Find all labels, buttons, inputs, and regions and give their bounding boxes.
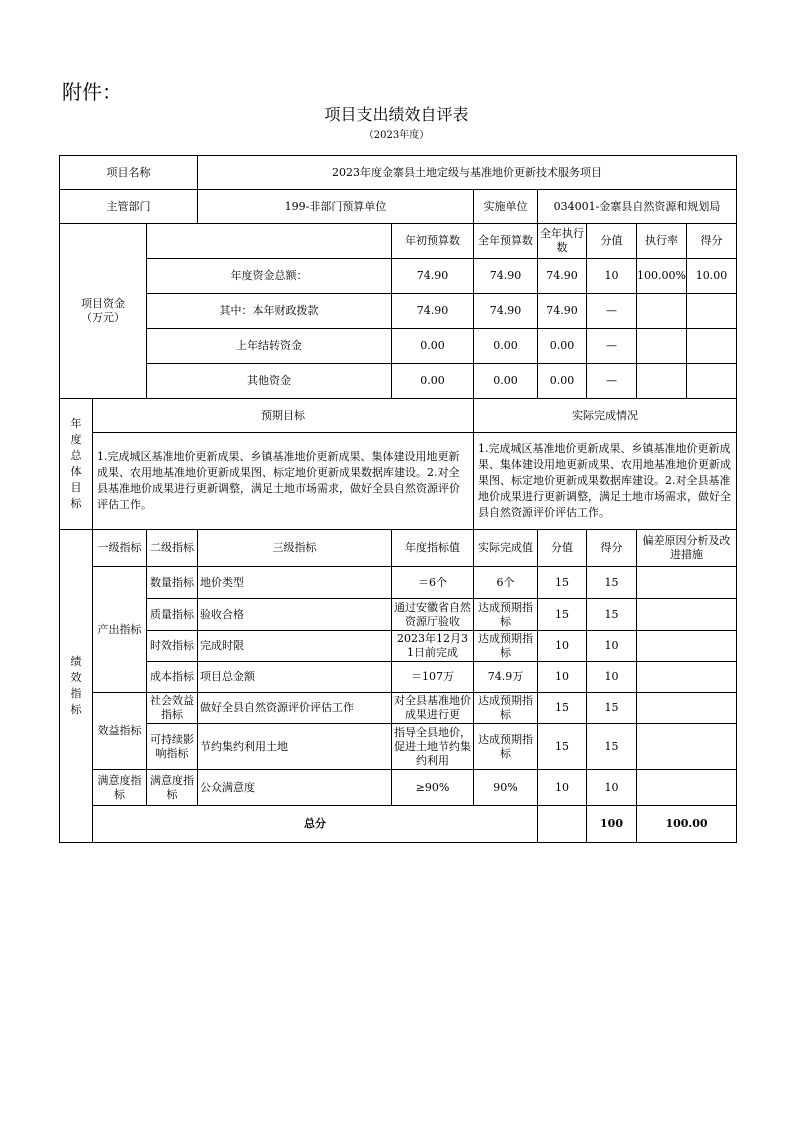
funds-row-annual: 74.90 <box>474 294 538 329</box>
funds-row-rate <box>637 294 687 328</box>
funds-row-label: 年度资金总额： <box>147 259 392 294</box>
funds-row-rate <box>637 364 687 398</box>
funds-row-weight: — <box>587 329 637 364</box>
ind-target: 对全县基准地价成果进行更 <box>392 693 474 724</box>
ind-target: ≥90% <box>392 770 474 806</box>
total-blank <box>538 806 587 843</box>
ind-level2: 可持续影响指标 <box>147 724 198 770</box>
ind-header-level1: 一级指标 <box>93 530 147 567</box>
indicator-row <box>60 567 737 599</box>
ind-weight: 10 <box>538 631 587 662</box>
project-name-label: 项目名称 <box>60 156 198 190</box>
year-note: （2023年度） <box>363 130 430 141</box>
ind-header-weight: 分值 <box>538 530 587 567</box>
ind-note <box>637 693 737 724</box>
ind-level1: 产出指标 <box>93 567 147 693</box>
funds-row <box>60 364 737 399</box>
ind-target: 2023年12月31日前完成 <box>392 631 474 662</box>
funds-unit: （万元） <box>81 311 125 324</box>
ind-level1: 满意度指标 <box>93 770 147 806</box>
ind-header-level3: 三级指标 <box>198 530 392 567</box>
total-score: 100.00 <box>637 806 737 843</box>
dept-value: 199-非部门预算单位 <box>198 190 474 224</box>
funds-row-annual: 0.00 <box>474 364 538 399</box>
funds-header-rate-score <box>637 224 737 259</box>
ind-level1: 效益指标 <box>93 693 147 770</box>
total-weight: 100 <box>587 806 637 843</box>
ind-weight: 10 <box>538 662 587 693</box>
indicator-row <box>60 599 737 631</box>
ind-header-score: 得分 <box>587 530 637 567</box>
funds-header-rate: 执行率 <box>637 224 687 258</box>
funds-row-initial: 0.00 <box>392 364 474 399</box>
ind-score: 15 <box>587 567 637 599</box>
funds-header-score: 得分 <box>700 234 723 247</box>
funds-row-executed: 0.00 <box>538 364 587 399</box>
indicators-section-label: 绩效指标 <box>60 530 93 843</box>
funds-row <box>60 329 737 364</box>
impl-value: 034001-金寨县自然资源和规划局 <box>538 190 737 224</box>
actual-text: 1.完成城区基准地价更新成果、乡镇基准地价更新成果、集体建设用地更新成果、农用地基准地价更新成果图、标定地价更新成果数据库建设。2.对全县基准地价成果进行更新调整，满足土地市场需求，做好全县自然资源评价评估工作。 <box>474 433 737 530</box>
ind-level3: 做好全县自然资源评价评估工作 <box>198 693 392 724</box>
expected-text: 1.完成城区基准地价更新成果、乡镇基准地价更新成果、集体建设用地更新成果、农用地基准地价更新成果图、标定地价更新成果数据库建设。2.对全县基准地价成果进行更新调整，满足土地市场需求，做好全县自然资源评价评估工作。 <box>93 433 474 530</box>
funds-label: 项目资金 <box>81 297 125 310</box>
ind-level2: 时效指标 <box>147 631 198 662</box>
funds-row-executed: 74.90 <box>538 259 587 294</box>
ind-score: 10 <box>587 631 637 662</box>
funds-row-rate-score <box>637 364 737 399</box>
funds-row-weight: 10 <box>587 259 637 294</box>
indicator-row <box>60 631 737 662</box>
funds-row-rate <box>637 329 687 363</box>
ind-score: 10 <box>587 770 637 806</box>
indicator-row <box>60 770 737 806</box>
ind-note <box>637 770 737 806</box>
funds-row-label: 其他资金 <box>147 364 392 399</box>
funds-row-annual: 74.90 <box>474 259 538 294</box>
funds-row-score <box>687 364 736 398</box>
indicator-row <box>60 693 737 724</box>
ind-level3: 节约集约利用土地 <box>198 724 392 770</box>
funds-row-rate-score <box>637 259 737 294</box>
funds-row-label: 上年结转资金 <box>147 329 392 364</box>
ind-note <box>637 631 737 662</box>
funds-row <box>60 259 737 294</box>
ind-score: 10 <box>587 662 637 693</box>
funds-row-rate: 100.00% <box>637 259 687 293</box>
ind-actual: 74.9万 <box>474 662 538 693</box>
evaluation-table <box>59 155 737 843</box>
ind-level3: 验收合格 <box>198 599 392 631</box>
actual-header: 实际完成情况 <box>474 399 737 433</box>
funds-row-executed: 74.90 <box>538 294 587 329</box>
ind-target: ＝107万 <box>392 662 474 693</box>
ind-target: ＝6个 <box>392 567 474 599</box>
ind-note <box>637 599 737 631</box>
ind-level3: 完成时限 <box>198 631 392 662</box>
ind-header-target: 年度指标值 <box>392 530 474 567</box>
ind-note <box>637 567 737 599</box>
funds-row-score <box>687 329 736 363</box>
ind-actual: 达成预期指标 <box>474 599 538 631</box>
ind-score: 15 <box>587 724 637 770</box>
funds-row-annual: 0.00 <box>474 329 538 364</box>
indicator-row <box>60 662 737 693</box>
ind-score: 15 <box>587 599 637 631</box>
ind-level3: 公众满意度 <box>198 770 392 806</box>
ind-header-actual: 实际完成值 <box>474 530 538 567</box>
ind-actual: 达成预期指标 <box>474 724 538 770</box>
indicator-row <box>60 724 737 770</box>
ind-level3: 地价类型 <box>198 567 392 599</box>
ind-actual: 6个 <box>474 567 538 599</box>
funds-row <box>60 294 737 329</box>
ind-target: 指导全县地价，促进土地节约集约利用 <box>392 724 474 770</box>
ind-weight: 15 <box>538 567 587 599</box>
funds-header-annual: 全年预算数 <box>474 224 538 259</box>
impl-label: 实施单位 <box>474 190 538 224</box>
ind-header-note: 偏差原因分析及改进措施 <box>637 530 737 567</box>
funds-header-executed: 全年执行数 <box>538 224 587 259</box>
funds-row-executed: 0.00 <box>538 329 587 364</box>
funds-row-score: 10.00 <box>695 269 728 282</box>
funds-row-initial: 74.90 <box>392 259 474 294</box>
ind-level3: 项目总金额 <box>198 662 392 693</box>
funds-row-initial: 74.90 <box>392 294 474 329</box>
funds-section-label <box>60 224 147 399</box>
ind-weight: 15 <box>538 724 587 770</box>
funds-row-rate-score <box>637 294 737 329</box>
ind-actual: 达成预期指标 <box>474 631 538 662</box>
attachment-label: 附件： <box>62 80 122 104</box>
funds-header-blank <box>147 224 392 259</box>
funds-row-weight: — <box>587 364 637 399</box>
funds-header-weight: 分值 <box>587 224 637 259</box>
funds-row-initial: 0.00 <box>392 329 474 364</box>
ind-level2: 质量指标 <box>147 599 198 631</box>
ind-header-level2: 二级指标 <box>147 530 198 567</box>
goals-section-label: 年度总体目标 <box>60 399 93 530</box>
total-label: 总分 <box>93 806 538 843</box>
funds-row-weight: — <box>587 294 637 329</box>
project-name-value: 2023年度金寨县土地定级与基准地价更新技术服务项目 <box>198 156 737 190</box>
expected-header: 预期目标 <box>93 399 474 433</box>
funds-header-initial: 年初预算数 <box>392 224 474 259</box>
ind-note <box>637 662 737 693</box>
ind-level2: 数量指标 <box>147 567 198 599</box>
ind-level2: 成本指标 <box>147 662 198 693</box>
funds-row-score <box>687 294 736 328</box>
dept-label: 主管部门 <box>60 190 198 224</box>
funds-row-rate-score <box>637 329 737 364</box>
ind-weight: 15 <box>538 599 587 631</box>
ind-level2: 社会效益指标 <box>147 693 198 724</box>
page-title: 项目支出绩效自评表 <box>324 105 469 124</box>
ind-level2: 满意度指标 <box>147 770 198 806</box>
ind-weight: 10 <box>538 770 587 806</box>
ind-actual: 90% <box>474 770 538 806</box>
ind-score: 15 <box>587 693 637 724</box>
ind-actual: 达成预期指标 <box>474 693 538 724</box>
ind-note <box>637 724 737 770</box>
funds-row-label: 其中：本年财政拨款 <box>147 294 392 329</box>
ind-weight: 15 <box>538 693 587 724</box>
ind-target: 通过安徽省自然资源厅验收 <box>392 599 474 631</box>
